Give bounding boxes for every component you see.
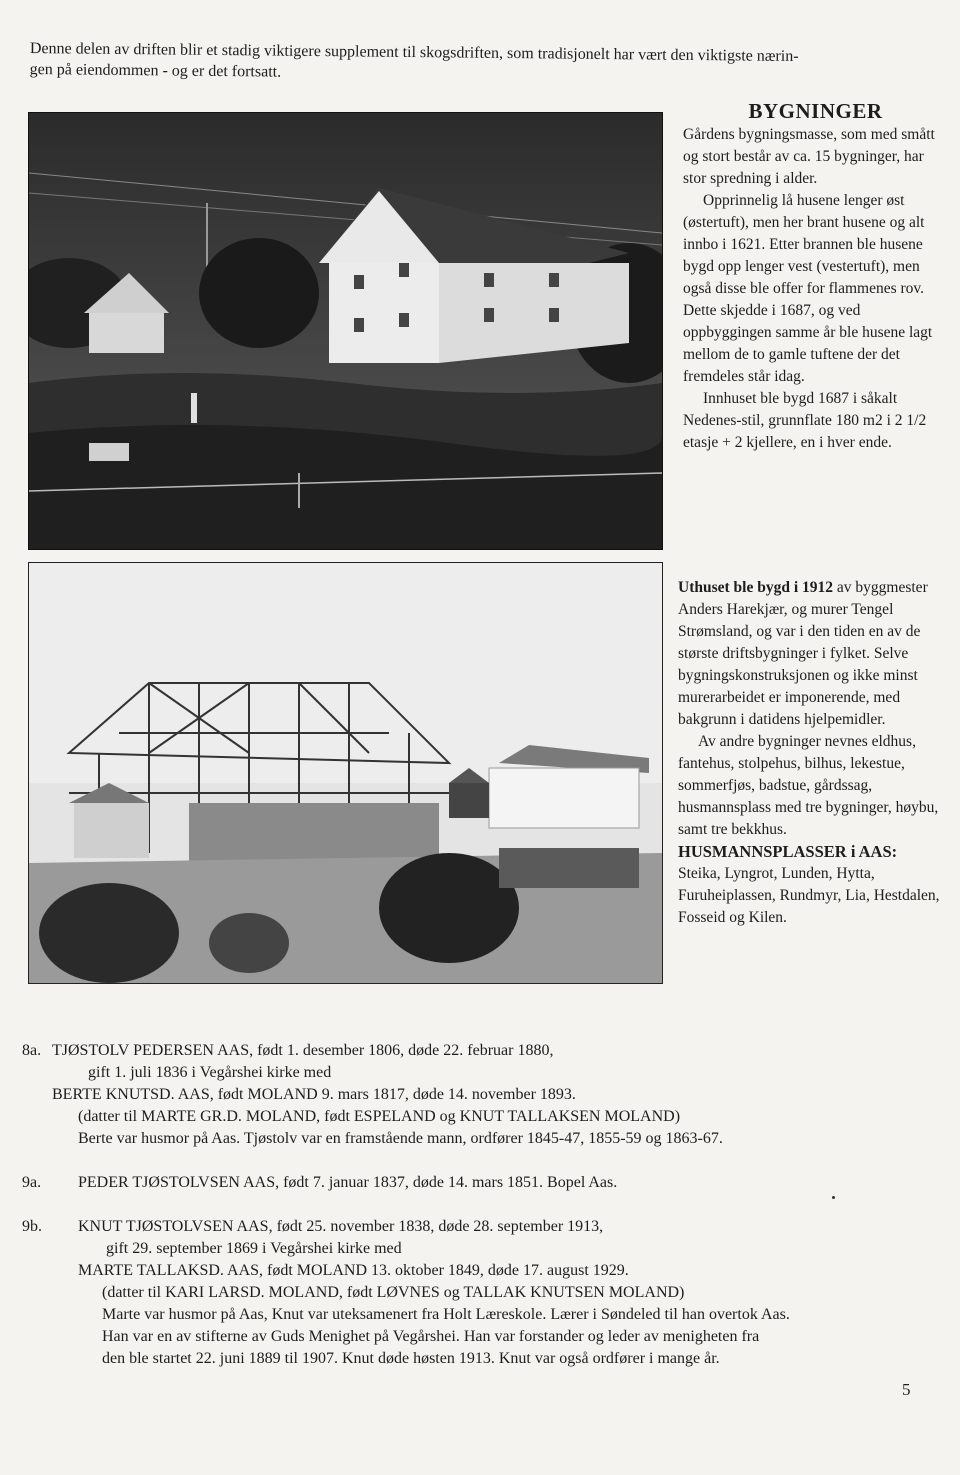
bygninger-heading: BYGNINGER bbox=[748, 99, 883, 123]
page-number: 5 bbox=[902, 1380, 911, 1399]
bygninger-paragraph-1: Gårdens bygningsmasse, som med smått og stort består av ca. 15 bygninger, har stor spredning i alder. bbox=[683, 126, 935, 187]
entry-line: BERTE KNUTSD. AAS, født MOLAND 9. mars 1817, døde 14. november 1893. bbox=[52, 1086, 576, 1103]
genealogy-entry-9b bbox=[22, 1216, 922, 1370]
uthuset-lead-text: av byggmester Anders Harekjær, og murer Tengel Strømsland, og var i den tiden en av de største driftsbygninger i fylket. Selve bygningskonstruksjonen og ikke minst murerarbeidet er imponerende, med bakgrunn i datidens hjelpemidler. bbox=[678, 579, 928, 728]
husmannsplasser-heading: HUSMANNSPLASSER i AAS: bbox=[678, 842, 898, 861]
genealogy-entry-8a bbox=[22, 1040, 922, 1150]
intro-paragraph bbox=[30, 38, 930, 89]
entry-line: Berte var husmor på Aas. Tjøstolv var en framstående mann, ordfører 1845-47, 1855-59 og 1863-67. bbox=[78, 1130, 723, 1147]
husmannsplasser-list: Steika, Lyngrot, Lunden, Hytta, Furuheiplassen, Rundmyr, Lia, Hestdalen, Fosseid og Kilen. bbox=[678, 865, 940, 926]
other-buildings-paragraph: Av andre bygninger nevnes eldhus, fantehus, stolpehus, bilhus, lekestue, sommerfjøs, badstue, gårdssag, husmannsplass med tre bygninger, høybu, samt tre bekkhus. bbox=[678, 733, 939, 838]
entry-line: den ble startet 22. juni 1889 til 1907. Knut døde høsten 1913. Knut var også ordfører i mange år. bbox=[102, 1350, 720, 1367]
entry-line: Han var en av stifterne av Guds Menighet på Vegårshei. Han var forstander og leder av menigheten fra bbox=[102, 1328, 760, 1345]
entry-line: gift 29. september 1869 i Vegårshei kirke med bbox=[106, 1240, 402, 1257]
entry-number: 9a. bbox=[22, 1174, 42, 1191]
intro-line-1: Denne delen av driften blir et stadig viktigere supplement til skogsdriften, som tradisjonelt har vært den viktigste nærin- bbox=[29, 39, 799, 66]
entry-line: MARTE TALLAKSD. AAS, født MOLAND 13. oktober 1849, døde 17. august 1929. bbox=[78, 1262, 629, 1279]
bygninger-paragraph-3: Innhuset ble bygd 1687 i såkalt Nedenes-stil, grunnflate 180 m2 i 2 1/2 etasje + 2 kjellere, en i hver ende. bbox=[683, 390, 927, 451]
bygninger-column bbox=[683, 100, 938, 454]
intro-line-2: gen på eiendommen - og er det fortsatt. bbox=[29, 60, 282, 81]
barn-construction-photo bbox=[28, 562, 663, 984]
entry-number: 9b. bbox=[22, 1218, 42, 1235]
genealogy-entry-9a bbox=[22, 1172, 922, 1194]
uthuset-lead-bold: Uthuset ble bygd i 1912 bbox=[678, 579, 834, 596]
barn-construction-photo-image bbox=[29, 563, 662, 983]
entry-line: (datter til MARTE GR.D. MOLAND, født ESPELAND og KNUT TALLAKSEN MOLAND) bbox=[78, 1108, 681, 1125]
entry-number: 8a. bbox=[22, 1042, 42, 1059]
entry-line: (datter til KARI LARSD. MOLAND, født LØVNES og TALLAK KNUTSEN MOLAND) bbox=[102, 1284, 685, 1301]
entry-line: TJØSTOLV PEDERSEN AAS, født 1. desember 1806, døde 22. februar 1880, bbox=[52, 1042, 554, 1059]
entry-line: Marte var husmor på Aas, Knut var uteksamenert fra Holt Læreskole. Lærer i Søndeled til han overtok Aas. bbox=[102, 1306, 790, 1323]
bygninger-paragraph-2: Opprinnelig lå husene lenger øst (østertuft), men her brant husene og alt innbo i 1621. Etter brannen ble husene bygd opp lenger vest (vestertuft), men også disse ble offer for flammenes rov. Dette skjedde i 1687, og ved oppbyggingen samme år ble husene lagt mellom de to gamle tuftene der det fremdeles står idag. bbox=[683, 192, 933, 385]
entry-line: KNUT TJØSTOLVSEN AAS, født 25. november 1838, døde 28. september 1913, bbox=[78, 1218, 604, 1235]
farmhouse-photo bbox=[28, 112, 663, 550]
stray-mark bbox=[832, 1196, 835, 1199]
uthuset-column bbox=[678, 577, 940, 929]
entry-line: gift 1. juli 1836 i Vegårshei kirke med bbox=[88, 1064, 332, 1081]
farmhouse-photo-image bbox=[29, 113, 662, 549]
entry-line: PEDER TJØSTOLVSEN AAS, født 7. januar 1837, døde 14. mars 1851. Bopel Aas. bbox=[78, 1174, 618, 1191]
